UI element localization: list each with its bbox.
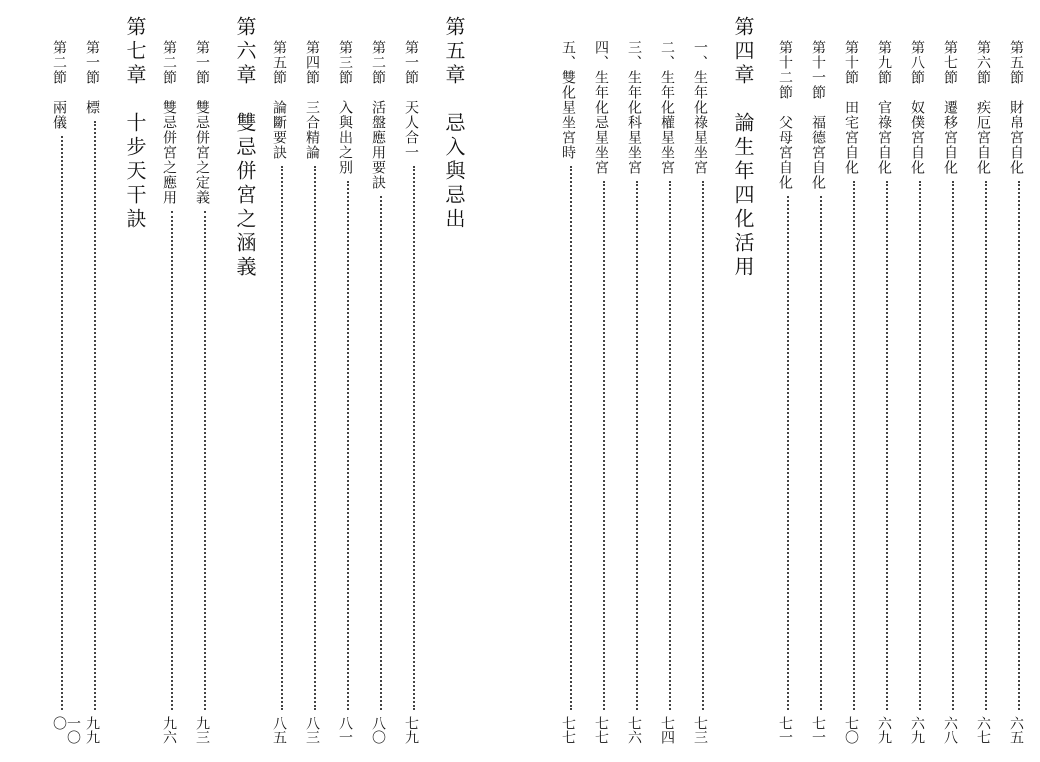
page-number: 七六 (626, 716, 642, 744)
entry-label: 第一節 天人合一 (403, 40, 419, 160)
toc-entry (367, 40, 397, 756)
toc-entry (939, 40, 969, 756)
toc-entry (400, 40, 430, 756)
toc-entry (158, 40, 188, 756)
page-number: 九三 (194, 716, 210, 744)
leader-dots (1018, 181, 1020, 710)
toc-entry (301, 40, 331, 756)
chapter-title: 第五章 忌入與忌出 (442, 16, 466, 232)
page-number: 六七 (975, 716, 991, 744)
entry-label: 第七節 遷移宮自化 (942, 40, 958, 175)
page-number: 八三 (304, 716, 320, 744)
chapter-title: 第四章 論生年四化活用 (731, 16, 755, 280)
toc-entry (191, 40, 221, 756)
leader-dots (171, 211, 173, 710)
chapter-heading (440, 16, 470, 732)
entry-label: 第二節 雙忌併宮之應用 (161, 40, 177, 205)
leader-dots (570, 166, 572, 710)
toc-entry (656, 40, 686, 756)
toc-entry (1005, 40, 1035, 756)
toc-entry (840, 40, 870, 756)
leader-dots (886, 181, 888, 710)
leader-dots (347, 181, 349, 710)
toc-entry (873, 40, 903, 756)
entry-label: 第五節 論斷要訣 (271, 40, 287, 160)
chapter-title: 第七章 十步天干訣 (123, 16, 147, 232)
page-number: 八〇 (370, 716, 386, 744)
entry-label: 第五節 財帛宮自化 (1008, 40, 1024, 175)
toc-entry (807, 40, 837, 756)
toc-entry (689, 40, 719, 756)
toc-entry (557, 40, 587, 756)
entry-label: 第八節 奴僕宮自化 (909, 40, 925, 175)
leader-dots (636, 181, 638, 710)
leader-dots (919, 181, 921, 710)
entry-label: 五、雙化星坐宮時 (560, 40, 576, 160)
page-number: 七一 (777, 716, 793, 744)
toc-entry (972, 40, 1002, 756)
leader-dots (314, 166, 316, 710)
entry-label: 第二節 兩儀 (51, 40, 67, 130)
page-number: 九六 (161, 716, 177, 744)
leader-dots (985, 181, 987, 710)
page-number: 六五 (1008, 716, 1024, 744)
toc-entry (774, 40, 804, 756)
toc-entry (590, 40, 620, 756)
entry-label: 第六節 疾厄宮自化 (975, 40, 991, 175)
leader-dots (413, 166, 415, 710)
toc-entry (334, 40, 364, 756)
entry-label: 第三節 入與出之別 (337, 40, 353, 175)
entry-label: 四、生年化忌星坐宮 (593, 40, 609, 175)
leader-dots (820, 196, 822, 710)
page-number: 六九 (909, 716, 925, 744)
leader-dots (787, 196, 789, 710)
entry-label: 第四節 三合精論 (304, 40, 320, 160)
page-number: 七四 (659, 716, 675, 744)
leader-dots (281, 166, 283, 710)
leader-dots (94, 121, 96, 710)
entry-label: 第十二節 父母宮自化 (777, 40, 793, 190)
page-number: 七七 (593, 716, 609, 744)
chapter-heading (121, 16, 151, 732)
leader-dots (853, 181, 855, 710)
entry-label: 第十一節 福德宮自化 (810, 40, 826, 190)
page-number: 六八 (942, 716, 958, 744)
leader-dots (702, 181, 704, 710)
entry-label: 第一節 雙忌併宮之定義 (194, 40, 210, 205)
leader-dots (380, 196, 382, 710)
leader-dots (952, 181, 954, 710)
entry-label: 一、生年化祿星坐宮 (692, 40, 708, 175)
toc-entry (268, 40, 298, 756)
entry-label: 二、生年化權星坐宮 (659, 40, 675, 175)
page-number: 七一 (810, 716, 826, 744)
entry-label: 第十節 田宅宮自化 (843, 40, 859, 175)
page-number: 七三 (692, 716, 708, 744)
page-number: 七九 (403, 716, 419, 744)
leader-dots (204, 211, 206, 710)
toc-entry (906, 40, 936, 756)
page-number: 七七 (560, 716, 576, 744)
entry-label: 三、生年化科星坐宮 (626, 40, 642, 175)
toc-entry (81, 40, 111, 756)
page-number: 一〇〇 (51, 716, 81, 744)
leader-dots (61, 136, 63, 710)
chapter-title: 第六章 雙忌併宮之涵義 (233, 16, 257, 280)
page-number: 六九 (876, 716, 892, 744)
entry-label: 第一節 標 (84, 40, 100, 115)
leader-dots (669, 181, 671, 710)
page-number: 八五 (271, 716, 287, 744)
page-number: 七〇 (843, 716, 859, 744)
page-number: 八一 (337, 716, 353, 744)
entry-label: 第九節 官祿宮自化 (876, 40, 892, 175)
leader-dots (603, 181, 605, 710)
chapter-heading (729, 16, 759, 732)
toc-entry (48, 40, 81, 756)
chapter-heading (231, 16, 261, 732)
page-number: 九九 (84, 716, 100, 744)
entry-label: 第二節 活盤應用要訣 (370, 40, 386, 190)
toc-entry (623, 40, 653, 756)
